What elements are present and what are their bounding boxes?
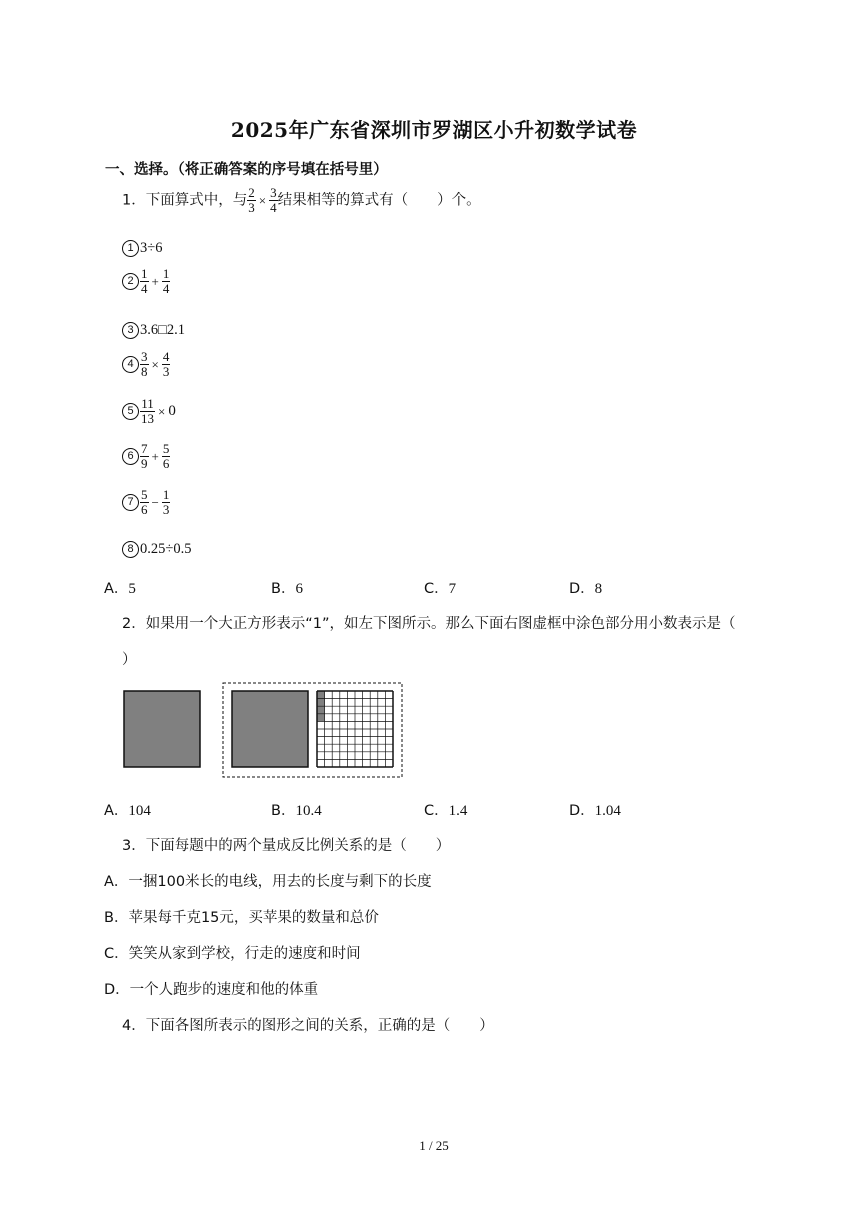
list-item: 5 $\frac{11}{13}$ × 0 bbox=[122, 397, 176, 426]
list-item: 2 $\frac{1}{4}$ + $\frac{1}{4}$ bbox=[122, 267, 170, 296]
option: C．1.4 bbox=[424, 803, 468, 819]
shaded-cell bbox=[317, 714, 325, 722]
question-2-cont: ） bbox=[122, 652, 137, 668]
question-1-prefix: 1．下面算式中，与 bbox=[122, 192, 248, 209]
question-4: 4．下面各图所表示的图形之间的关系，正确的是（ ） bbox=[122, 1018, 494, 1034]
list-item: 6 $\frac{7}{9}$ + $\frac{5}{6}$ bbox=[122, 442, 170, 471]
option: B．10.4 bbox=[271, 803, 322, 819]
option: B．6 bbox=[271, 581, 303, 597]
unit-square bbox=[124, 691, 200, 767]
option: D．1.04 bbox=[569, 803, 621, 819]
option: A．一捆100米长的电线，用去的长度与剩下的长度 bbox=[104, 874, 432, 890]
list-item: 7 $\frac{5}{6}$ − $\frac{1}{3}$ bbox=[122, 488, 170, 517]
question-1-suffix: 结果相等的算式有（ ）个。 bbox=[277, 192, 481, 209]
page-number: 1 / 25 bbox=[419, 1138, 449, 1153]
shaded-cell bbox=[317, 699, 325, 707]
option: D．8 bbox=[569, 581, 603, 597]
page-title: 2025年广东省深圳市罗湖区小升初数学试卷 bbox=[230, 118, 638, 142]
list-item: 8 0.25÷0.5 bbox=[122, 541, 191, 558]
decimal-squares-figure bbox=[120, 680, 410, 780]
list-item: 1 3÷6 bbox=[122, 240, 162, 257]
fraction: $\frac{3}{4}$ bbox=[270, 185, 277, 215]
question-1: 1．下面算式中，与 $\frac{2}{3}$ × $\frac{3}{4}$ 结果相等的算式有（ ）个。 bbox=[122, 185, 481, 215]
option: A．104 bbox=[104, 803, 151, 819]
question-3: 3．下面每题中的两个量成反比例关系的是（ ） bbox=[122, 838, 451, 854]
list-item: 3 3.6□2.1 bbox=[122, 322, 185, 339]
list-item: 4 $\frac{3}{8}$ × $\frac{4}{3}$ bbox=[122, 350, 170, 379]
option: B．苹果每千克15元，买苹果的数量和总价 bbox=[104, 910, 379, 926]
section-heading: 一、选择。（将正确答案的序号填在括号里） bbox=[105, 162, 388, 178]
hundred-grid bbox=[317, 691, 393, 767]
option: C．笑笑从家到学校，行走的速度和时间 bbox=[104, 946, 361, 962]
option: A．5 bbox=[104, 581, 136, 597]
shaded-cell bbox=[317, 706, 325, 714]
option: C．7 bbox=[424, 581, 457, 597]
option: D．一个人跑步的速度和他的体重 bbox=[104, 982, 319, 998]
fraction: $\frac{2}{3}$ bbox=[248, 185, 255, 215]
shaded-cell bbox=[317, 691, 325, 699]
question-2: 2．如果用一个大正方形表示“1”，如左下图所示。那么下面右图虚框中涂色部分用小数表示是（ bbox=[122, 616, 736, 632]
shaded-square bbox=[232, 691, 308, 767]
